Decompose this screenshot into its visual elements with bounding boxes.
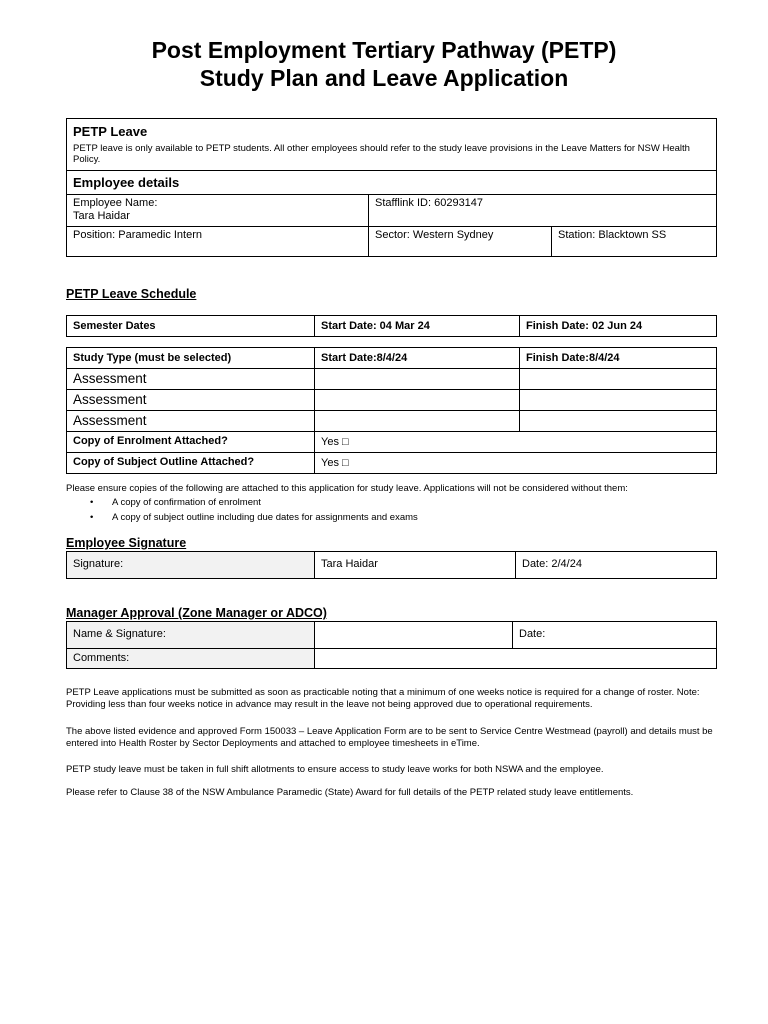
semester-dates-table	[66, 315, 717, 337]
outline-yes-checkbox[interactable]: Yes □	[315, 453, 717, 474]
bullet-text: A copy of subject outline including due dates for assignments and exams	[112, 512, 418, 523]
study-row-start[interactable]	[315, 369, 520, 390]
semester-start-date[interactable]: Start Date: 04 Mar 24	[315, 316, 520, 337]
study-start-date[interactable]: Start Date:8/4/24	[315, 348, 520, 369]
bullet-item: • A copy of subject outline including due dates for assignments and exams	[90, 512, 418, 523]
stafflink-id[interactable]: Stafflink ID: 60293147	[369, 195, 717, 227]
manager-approval-table	[66, 621, 717, 669]
manager-name-label: Name & Signature:	[67, 622, 315, 649]
manager-name-field[interactable]	[315, 622, 513, 649]
enrolment-attached-label: Copy of Enrolment Attached?	[67, 432, 315, 453]
study-finish-date[interactable]: Finish Date:8/4/24	[520, 348, 717, 369]
semester-dates-label: Semester Dates	[67, 316, 315, 337]
semester-finish-date[interactable]: Finish Date: 02 Jun 24	[520, 316, 717, 337]
position-field[interactable]: Position: Paramedic Intern	[67, 227, 369, 257]
comments-label: Comments:	[67, 649, 315, 669]
signature-date[interactable]: Date: 2/4/24	[516, 552, 717, 579]
employee-details-table	[66, 118, 717, 257]
comments-field[interactable]	[315, 649, 717, 669]
study-type-table	[66, 347, 717, 474]
note-paragraph: PETP Leave applications must be submitted as soon as practicable noting that a minimum of one weeks notice is required for a change of roster. Note: Providing less than four weeks notice in advance may result in the leave not being approved due to operational requirements.	[66, 687, 700, 710]
study-row-start[interactable]	[315, 390, 520, 411]
signature-label: Signature:	[67, 552, 315, 579]
study-row-start[interactable]	[315, 411, 520, 432]
employee-details-heading: Employee details	[67, 171, 717, 195]
schedule-heading: PETP Leave Schedule	[66, 287, 197, 301]
study-type-label: Study Type (must be selected)	[67, 348, 315, 369]
study-type-row[interactable]: Assessment	[67, 390, 315, 411]
bullet-text: A copy of confirmation of enrolment	[112, 497, 261, 508]
petp-leave-text: PETP leave is only available to PETP students. All other employees should refer to the study leave provisions in the Leave Matters for NSW Health Policy.	[73, 143, 690, 165]
study-type-row[interactable]: Assessment	[67, 411, 315, 432]
petp-leave-section	[67, 119, 717, 171]
signature-value[interactable]: Tara Haidar	[315, 552, 516, 579]
bullet-item: • A copy of confirmation of enrolment	[90, 497, 261, 508]
station-field[interactable]: Station: Blacktown SS	[552, 227, 717, 257]
petp-leave-heading: PETP Leave	[73, 124, 148, 139]
page-subtitle: Study Plan and Leave Application	[199, 65, 569, 91]
signature-table	[66, 551, 717, 579]
page-title: Post Employment Tertiary Pathway (PETP)	[151, 37, 617, 63]
employee-signature-heading: Employee Signature	[66, 536, 187, 550]
sector-field[interactable]: Sector: Western Sydney	[369, 227, 552, 257]
study-type-row[interactable]: Assessment	[67, 369, 315, 390]
manager-approval-heading: Manager Approval (Zone Manager or ADCO)	[66, 606, 327, 620]
manager-date-field[interactable]: Date:	[513, 622, 717, 649]
enrolment-yes-checkbox[interactable]: Yes □	[315, 432, 717, 453]
employee-name-cell[interactable]	[67, 195, 369, 227]
employee-name-label: Employee Name:	[73, 197, 158, 209]
study-row-finish[interactable]	[520, 369, 717, 390]
note-paragraph: The above listed evidence and approved Form 150033 – Leave Application Form are to be sent to Service Centre Westmead (payroll) and details must be entered into Health Roster by Sector Deployments and attached to employee timesheets in eTime.	[66, 726, 713, 749]
outline-attached-label: Copy of Subject Outline Attached?	[67, 453, 315, 474]
note-paragraph: Please refer to Clause 38 of the NSW Ambulance Paramedic (State) Award for full details of the PETP related study leave entitlements.	[66, 787, 634, 798]
study-row-finish[interactable]	[520, 411, 717, 432]
note-paragraph: PETP study leave must be taken in full shift allotments to ensure access to study leave works for both NSWA and the employee.	[66, 764, 604, 775]
attachments-intro: Please ensure copies of the following are attached to this application for study leave. Applications will not be considered without them:	[66, 483, 628, 494]
employee-name-value: Tara Haidar	[73, 210, 130, 222]
study-row-finish[interactable]	[520, 390, 717, 411]
